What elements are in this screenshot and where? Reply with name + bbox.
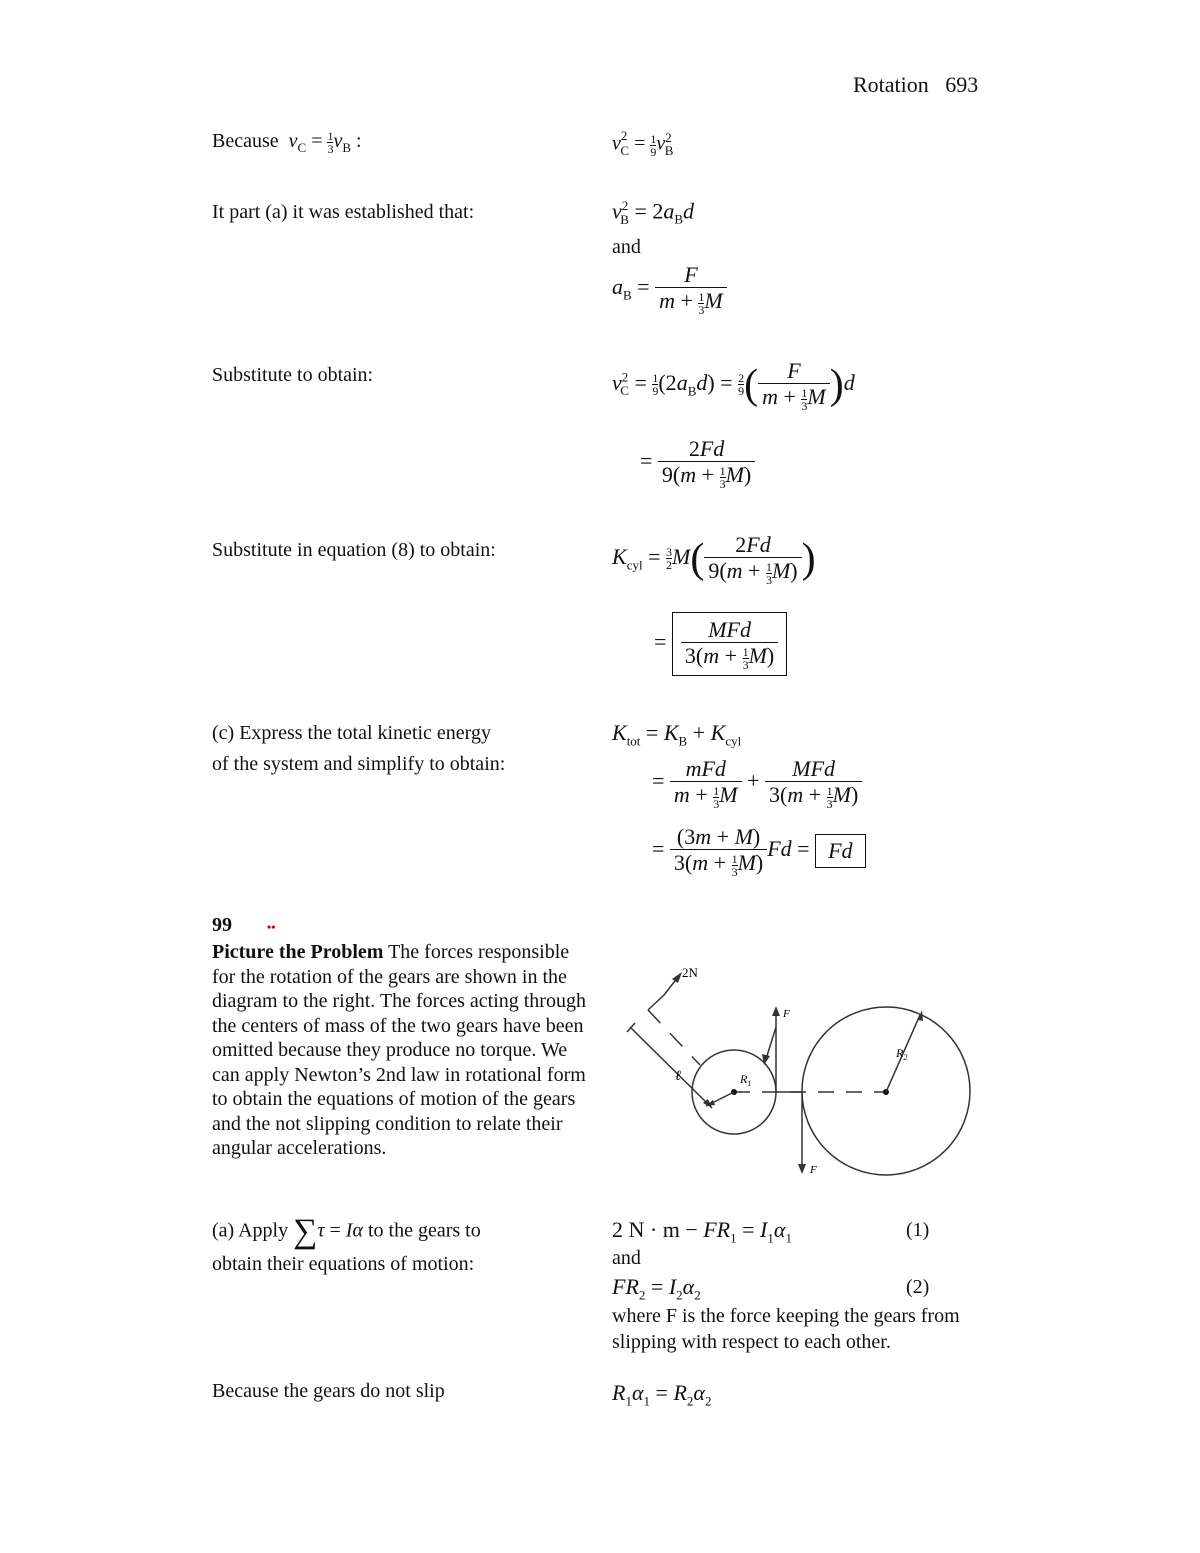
equation-ab: $a_B$ = F m + $\frac{1}{3}$ M	[612, 262, 727, 316]
equation-1-number: (1)	[906, 1219, 930, 1241]
equation-vc-substituted: $v^2_C$ = $\frac{1}{9}$ $(2a_Bd)$ = $\frac{2}{9}$ ( F m + $\frac{1}{3}$ M )d	[612, 358, 855, 413]
r2-arrowhead	[918, 1010, 923, 1021]
ell-label: ℓ	[675, 1069, 681, 1084]
difficulty-dots: ••	[267, 920, 276, 934]
equation-vc-squared: $v^2_C$ = $\frac{1}{9}$ $v^2_B$	[612, 128, 674, 159]
substitute-eq8-label: Substitute in equation (8) to obtain:	[212, 539, 496, 561]
problem-title: Picture the Problem	[212, 941, 384, 963]
header-title: Rotation	[853, 72, 929, 97]
where-line-1: where F is the force keeping the gears from	[612, 1305, 960, 1327]
force-down-label: F	[810, 1164, 817, 1176]
equation-ktot-sum: = mFd m + $\frac{1}{3}$ M + MFd 3(m + $\frac{1}{3}$ M)	[652, 756, 862, 810]
torque-force-line-1	[648, 995, 664, 1010]
problem-description	[212, 940, 597, 1161]
contact-line	[766, 1027, 776, 1059]
force-up-arrowhead	[772, 1006, 780, 1016]
force-up-label: F	[783, 1008, 790, 1020]
substitute-obtain-label: Substitute to obtain:	[212, 364, 374, 386]
page-number: 693	[945, 72, 979, 97]
equation-kcyl-result: = MFd 3(m + $\frac{1}{3}$ M)	[654, 612, 787, 676]
and-text-1: and	[612, 236, 641, 258]
because-vc-label: Because $v_C$ = $\frac{1}{3}$ $v_B$ :	[212, 129, 362, 156]
equation-2-number: (2)	[906, 1276, 930, 1298]
part-a-established-label: It part (a) it was established that:	[212, 201, 475, 223]
torque-label: 2N	[682, 965, 698, 980]
and-text-2: and	[612, 1247, 641, 1269]
apply-torque-line: (a) Apply ∑τ = Iα to the gears to	[212, 1213, 481, 1250]
force-down-arrowhead	[798, 1164, 806, 1174]
equation-2: $FR_2 = I_2\alpha_2$	[612, 1274, 701, 1303]
apply-torque-line2: obtain their equations of motion:	[212, 1253, 475, 1275]
where-line-2: slipping with respect to each other.	[612, 1331, 891, 1353]
equation-kcyl: $K_{cyl}$ = $\frac{3}{2}$ M( 2Fd 9(m + $\frac{1}{3}$ M) )	[612, 532, 816, 587]
gear-diagram	[600, 955, 990, 1190]
problem-number: 99 ••	[212, 914, 276, 936]
equation-ktot: $K_{tot} = K_B + K_{cyl}$	[612, 720, 742, 749]
no-slip-label: Because the gears do not slip	[212, 1380, 445, 1402]
equation-1: 2 $N \cdot m - FR_1 = I_1\alpha_1$	[612, 1217, 792, 1246]
equation-vb-squared: $v^2_B = 2a_Bd$	[612, 198, 695, 227]
contact-arrowhead	[762, 1054, 770, 1065]
no-slip-equation: $R_1\alpha_1 = R_2\alpha_2$	[612, 1380, 712, 1409]
equation-ktot-result: = (3m + M) 3(m + $\frac{1}{3}$ M) Fd = Fd	[652, 824, 866, 878]
problem-body: The forces responsible for the rotation of the gears are shown in the diagram to the right. The forces acting through the centers of mass of the two gears have been omitted because they produce no torque. We can apply Newton’s 2nd law in rotational form to obtain the equations of motion of the gears and the not slipping condition to relate their angular accelerations.	[212, 941, 586, 1159]
r2-label: $R_2$	[896, 1046, 908, 1062]
equation-vc-result: = 2Fd 9(m + $\frac{1}{3}$ M)	[640, 436, 755, 490]
r1-label: $R_1$	[740, 1072, 752, 1088]
part-c-line1: (c) Express the total kinetic energy	[212, 722, 491, 744]
torque-force-arrowhead	[672, 972, 682, 983]
page-header	[853, 72, 978, 98]
part-c-line2: of the system and simplify to obtain:	[212, 753, 506, 775]
torque-arm-dashed	[648, 1010, 700, 1065]
